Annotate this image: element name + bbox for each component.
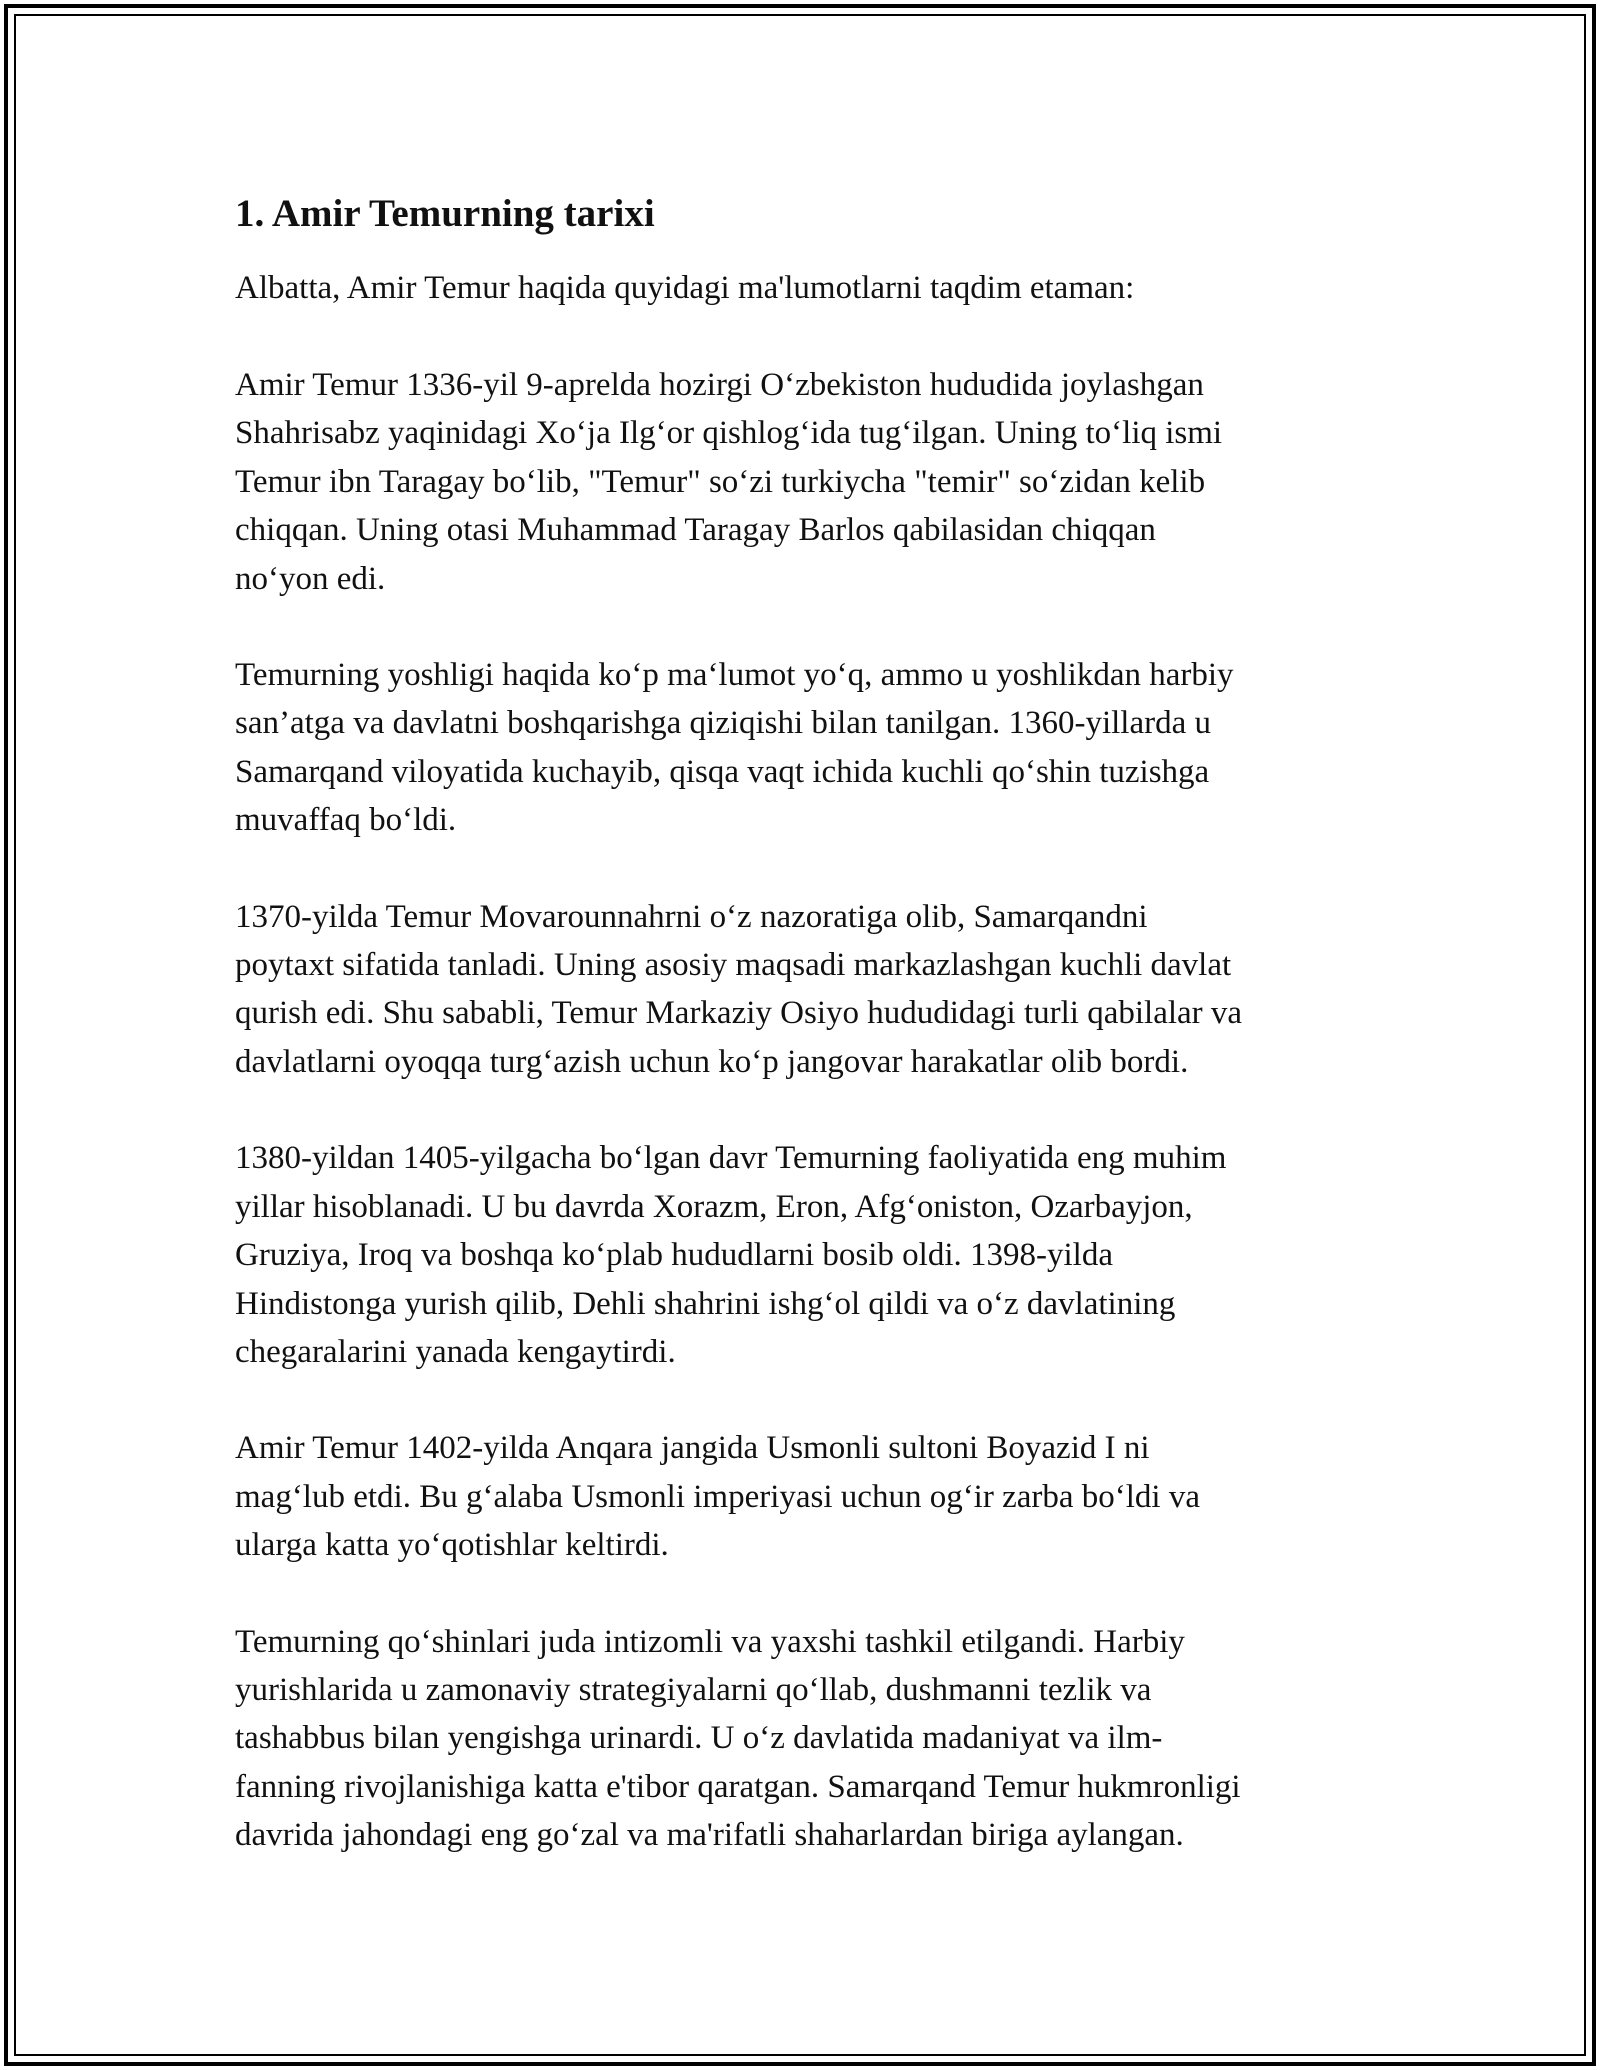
text-line: yillar hisoblanadi. U bu davrda Xorazm, Eron, Afg‘oniston, Ozarbayjon, (235, 1188, 1193, 1225)
text-line: chegaralarini yanada kengaytirdi. (235, 1333, 676, 1370)
text-line: 1380-yildan 1405-yilgacha bo‘lgan davr Temurning faoliyatida eng muhim (235, 1140, 1227, 1177)
text-line: fanning rivojlanishiga katta e'tibor qaratgan. Samarqand Temur hukmronligi (235, 1768, 1241, 1805)
paragraph-youth (235, 651, 1375, 845)
text-line: Amir Temur 1402-yilda Anqara jangida Usmonli sultoni Boyazid I ni (235, 1430, 1150, 1467)
text-line: no‘yon edi. (235, 560, 386, 597)
text-line: Hindistonga yurish qilib, Dehli shahrini ishg‘ol qildi va o‘z davlatining (235, 1285, 1176, 1322)
paragraph-conquests (235, 1134, 1375, 1376)
text-line: Samarqand viloyatida kuchayib, qisqa vaqt ichida kuchli qo‘shin tuzishga (235, 753, 1210, 790)
text-line: Shahrisabz yaqinidagi Xo‘ja Ilg‘or qishlog‘ida tug‘ilgan. Uning to‘liq ismi (235, 415, 1223, 452)
paragraph-army (235, 1618, 1375, 1860)
paragraph-ankara (235, 1424, 1375, 1569)
document-body (235, 186, 1375, 1908)
text-line: chiqqan. Uning otasi Muhammad Taragay Barlos qabilasidan chiqqan (235, 512, 1156, 549)
text-line: muvaffaq bo‘ldi. (235, 802, 457, 839)
text-line: Temur ibn Taragay bo‘lib, "Temur" so‘zi turkiycha "temir" so‘zidan kelib (235, 463, 1206, 500)
paragraph-1370 (235, 893, 1375, 1087)
text-line: san’atga va davlatni boshqarishga qiziqishi bilan tanilgan. 1360-yillarda u (235, 705, 1211, 742)
text-line: tashabbus bilan yengishga urinardi. U o‘z davlatida madaniyat va ilm- (235, 1720, 1163, 1757)
intro-paragraph: Albatta, Amir Temur haqida quyidagi ma'lumotlarni taqdim etaman: (235, 270, 1135, 306)
paragraph-birth (235, 361, 1375, 603)
document-title: 1. Amir Temurning tarixi (235, 192, 655, 235)
text-line: mag‘lub etdi. Bu g‘alaba Usmonli imperiyasi uchun og‘ir zarba bo‘ldi va (235, 1478, 1200, 1515)
text-line: Temurning yoshligi haqida ko‘p ma‘lumot yo‘q, ammo u yoshlikdan harbiy (235, 657, 1234, 694)
text-line: qurish edi. Shu sababli, Temur Markaziy Osiyo hududidagi turli qabilalar va (235, 995, 1243, 1032)
text-line: davrida jahondagi eng go‘zal va ma'rifatli shaharlardan biriga aylangan. (235, 1817, 1184, 1854)
text-line: Gruziya, Iroq va boshqa ko‘plab hududlarni bosib oldi. 1398-yilda (235, 1237, 1113, 1274)
text-line: Temurning qo‘shinlari juda intizomli va yaxshi tashkil etilgandi. Harbiy (235, 1623, 1185, 1660)
text-line: 1370-yilda Temur Movarounnahrni o‘z nazoratiga olib, Samarqandni (235, 898, 1148, 935)
text-line: ularga katta yo‘qotishlar keltirdi. (235, 1527, 669, 1564)
text-line: Amir Temur 1336-yil 9-aprelda hozirgi O‘zbekiston hududida joylashgan (235, 367, 1204, 403)
text-line: poytaxt sifatida tanladi. Uning asosiy maqsadi markazlashgan kuchli davlat (235, 947, 1232, 984)
text-line: yurishlarida u zamonaviy strategiyalarni qo‘llab, dushmanni tezlik va (235, 1671, 1152, 1708)
text-line: davlatlarni oyoqqa turg‘azish uchun ko‘p jangovar harakatlar olib bordi. (235, 1043, 1189, 1080)
